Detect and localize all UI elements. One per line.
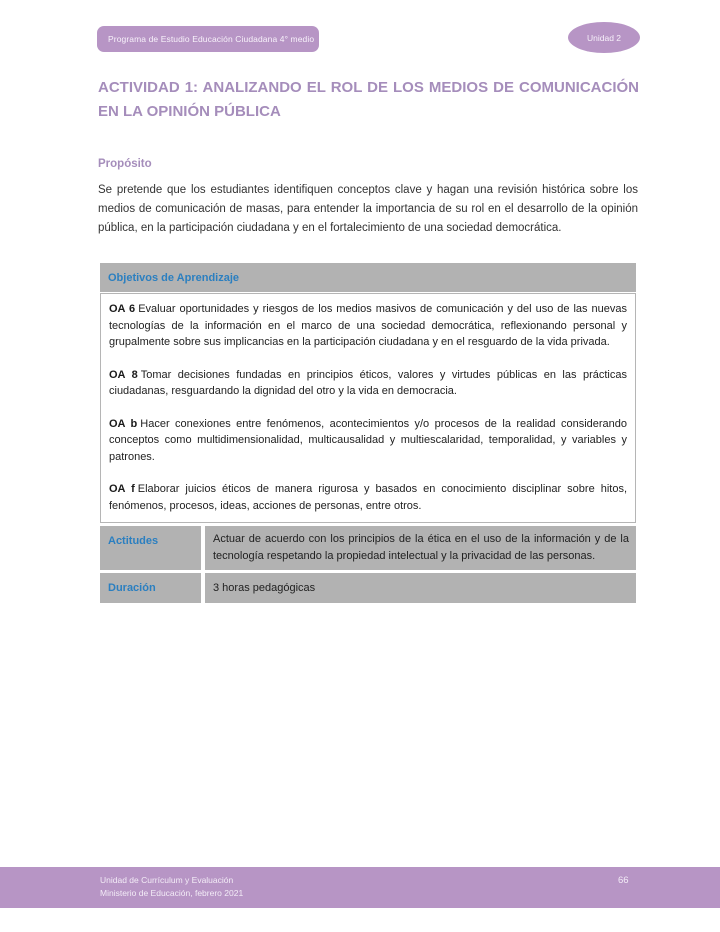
duration-row <box>100 573 636 603</box>
oa-code: OA 8 <box>109 368 138 381</box>
oa-item <box>109 416 627 466</box>
oa-item <box>109 367 627 400</box>
attitudes-text: Actuar de acuerdo con los principios de la ética en el uso de la información y de la tecnología respetando la propiedad intelectual y la privacidad de las personas. <box>205 526 636 570</box>
oa-code: OA f <box>109 483 135 495</box>
oa-text: Hacer conexiones entre fenómenos, acontecimientos y/o procesos de la realidad considerando conceptos como multidimensionalidad, multicausalidad y multiescalaridad, temporalidad, y variables y patrones. <box>109 417 628 463</box>
activity-title: ACTIVIDAD 1: ANALIZANDO EL ROL DE LOS MEDIOS DE COMUNICACIÓN EN LA OPINIÓN PÚBLICA <box>98 79 639 120</box>
header-bar <box>97 26 319 52</box>
purpose-paragraph: Se pretende que los estudiantes identifiquen conceptos clave y hagan una revisión histórica sobre los medios de comunicación de masas, para entender la importancia de su rol en el desarrollo de la opinión pública, en la participación ciudadana y en el fortalecimiento de una sociedad democrática. <box>98 184 638 234</box>
footer-organization <box>100 874 243 900</box>
purpose-heading: Propósito <box>98 158 152 170</box>
footer-org-line-1: Unidad de Currículum y Evaluación <box>100 875 234 885</box>
duration-label: Duración <box>100 573 201 603</box>
unit-badge <box>568 22 640 53</box>
oa-item <box>109 301 627 351</box>
footer-org-line-2: Ministerio de Educación, febrero 2021 <box>100 888 244 898</box>
oa-text: Tomar decisiones fundadas en principios éticos, valores y virtudes públicas en las prácticas ciudadanas, resguardando la dignidad del otro y la vida en democracia. <box>109 368 627 397</box>
oa-code: OA 6 <box>109 303 136 315</box>
oa-item <box>109 481 627 514</box>
objectives-header-label: Objetivos de Aprendizaje <box>108 271 240 284</box>
unit-badge-label: Unidad 2 <box>586 32 622 43</box>
oa-text: Evaluar oportunidades y riesgos de los medios masivos de comunicación y del uso de las nuevas tecnologías de la información en el marco de una sociedad democrática, reflexionando personal y grupalmente sobre sus implicancias en la participación ciudadana y en el resguardo de la vida privada. <box>109 303 627 348</box>
oa-code: OA b <box>109 417 138 430</box>
attitudes-row <box>100 526 636 570</box>
objectives-cell <box>100 293 636 523</box>
attitudes-label: Actitudes <box>100 526 201 570</box>
program-title: Programa de Estudio Educación Ciudadana 4° medio <box>108 34 315 44</box>
oa-text: Elaborar juicios éticos de manera rigurosa y basados en conocimiento disciplinar sobre hitos, fenómenos, procesos, ideas, acciones de personas, entre otros. <box>109 483 627 512</box>
objectives-table <box>100 263 636 603</box>
objectives-header <box>100 263 636 292</box>
footer-bar <box>0 867 720 908</box>
duration-text: 3 horas pedagógicas <box>205 573 636 603</box>
page-number: 66 <box>618 875 629 886</box>
